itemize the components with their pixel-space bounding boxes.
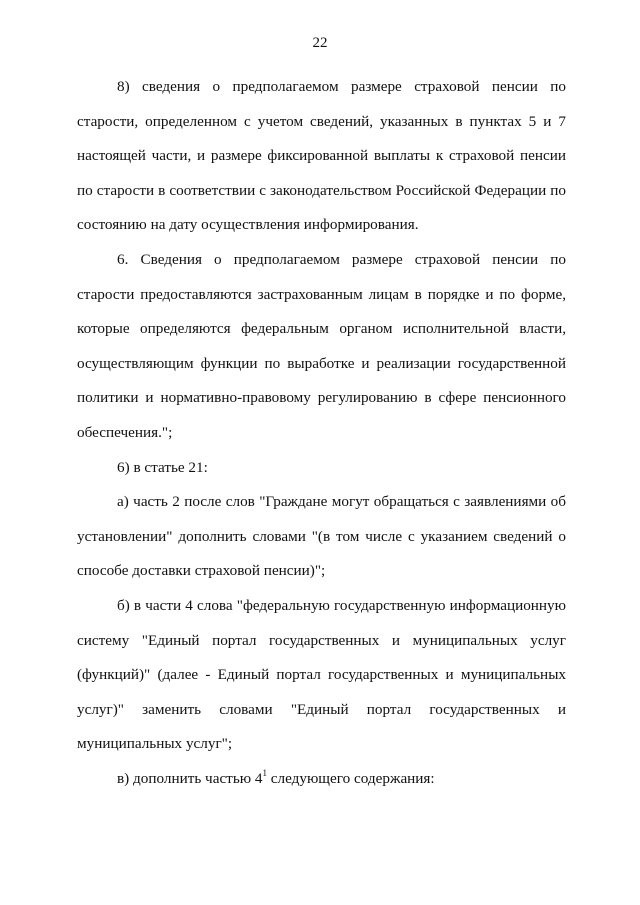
paragraph-item-v	[77, 762, 566, 797]
paragraph-item-8: 8) сведения о предполагаемом размере страховой пенсии по старости, определенном с учетом сведений, указанных в пунктах 5 и 7 настоящей части, и размере фиксированной выплаты к страховой пенсии по старости в соответствии с законодательством Российской Федерации по состоянию на дату осуществления информирования.	[77, 78, 566, 234]
paragraph-item-v-tail: следующего содержания:	[266, 769, 435, 787]
paragraph-item-a: а) часть 2 после слов "Граждане могут обращаться с заявлениями об установлении" дополнить словами "(в том числе с указанием сведений о способе доставки страховой пенсии)";	[77, 493, 566, 580]
paragraph-part-6: 6. Сведения о предполагаемом размере страховой пенсии по старости предоставляются застрахованным лицам в порядке и по форме, которые определяются федеральным органом исполнительной власти, осуществляющим функции по выработке и реализации государственной политики и нормативно-правовому регулированию в сфере пенсионного обеспечения.";	[77, 250, 566, 441]
paragraph-item-v-text: в) дополнить частью 4	[117, 769, 263, 787]
paragraph-item-b: б) в части 4 слова "федеральную государственную информационную систему "Единый портал государственных и муниципальных услуг (функций)" (далее - Единый портал государственных и муниципальных услуг)" заменить словами "Единый портал государственных и муниципальных услуг";	[77, 596, 566, 753]
page-number: 22	[312, 35, 328, 51]
document-body	[77, 70, 566, 796]
paragraph-article-21: 6) в статье 21:	[117, 458, 208, 476]
superscript-index: 1	[262, 767, 267, 778]
